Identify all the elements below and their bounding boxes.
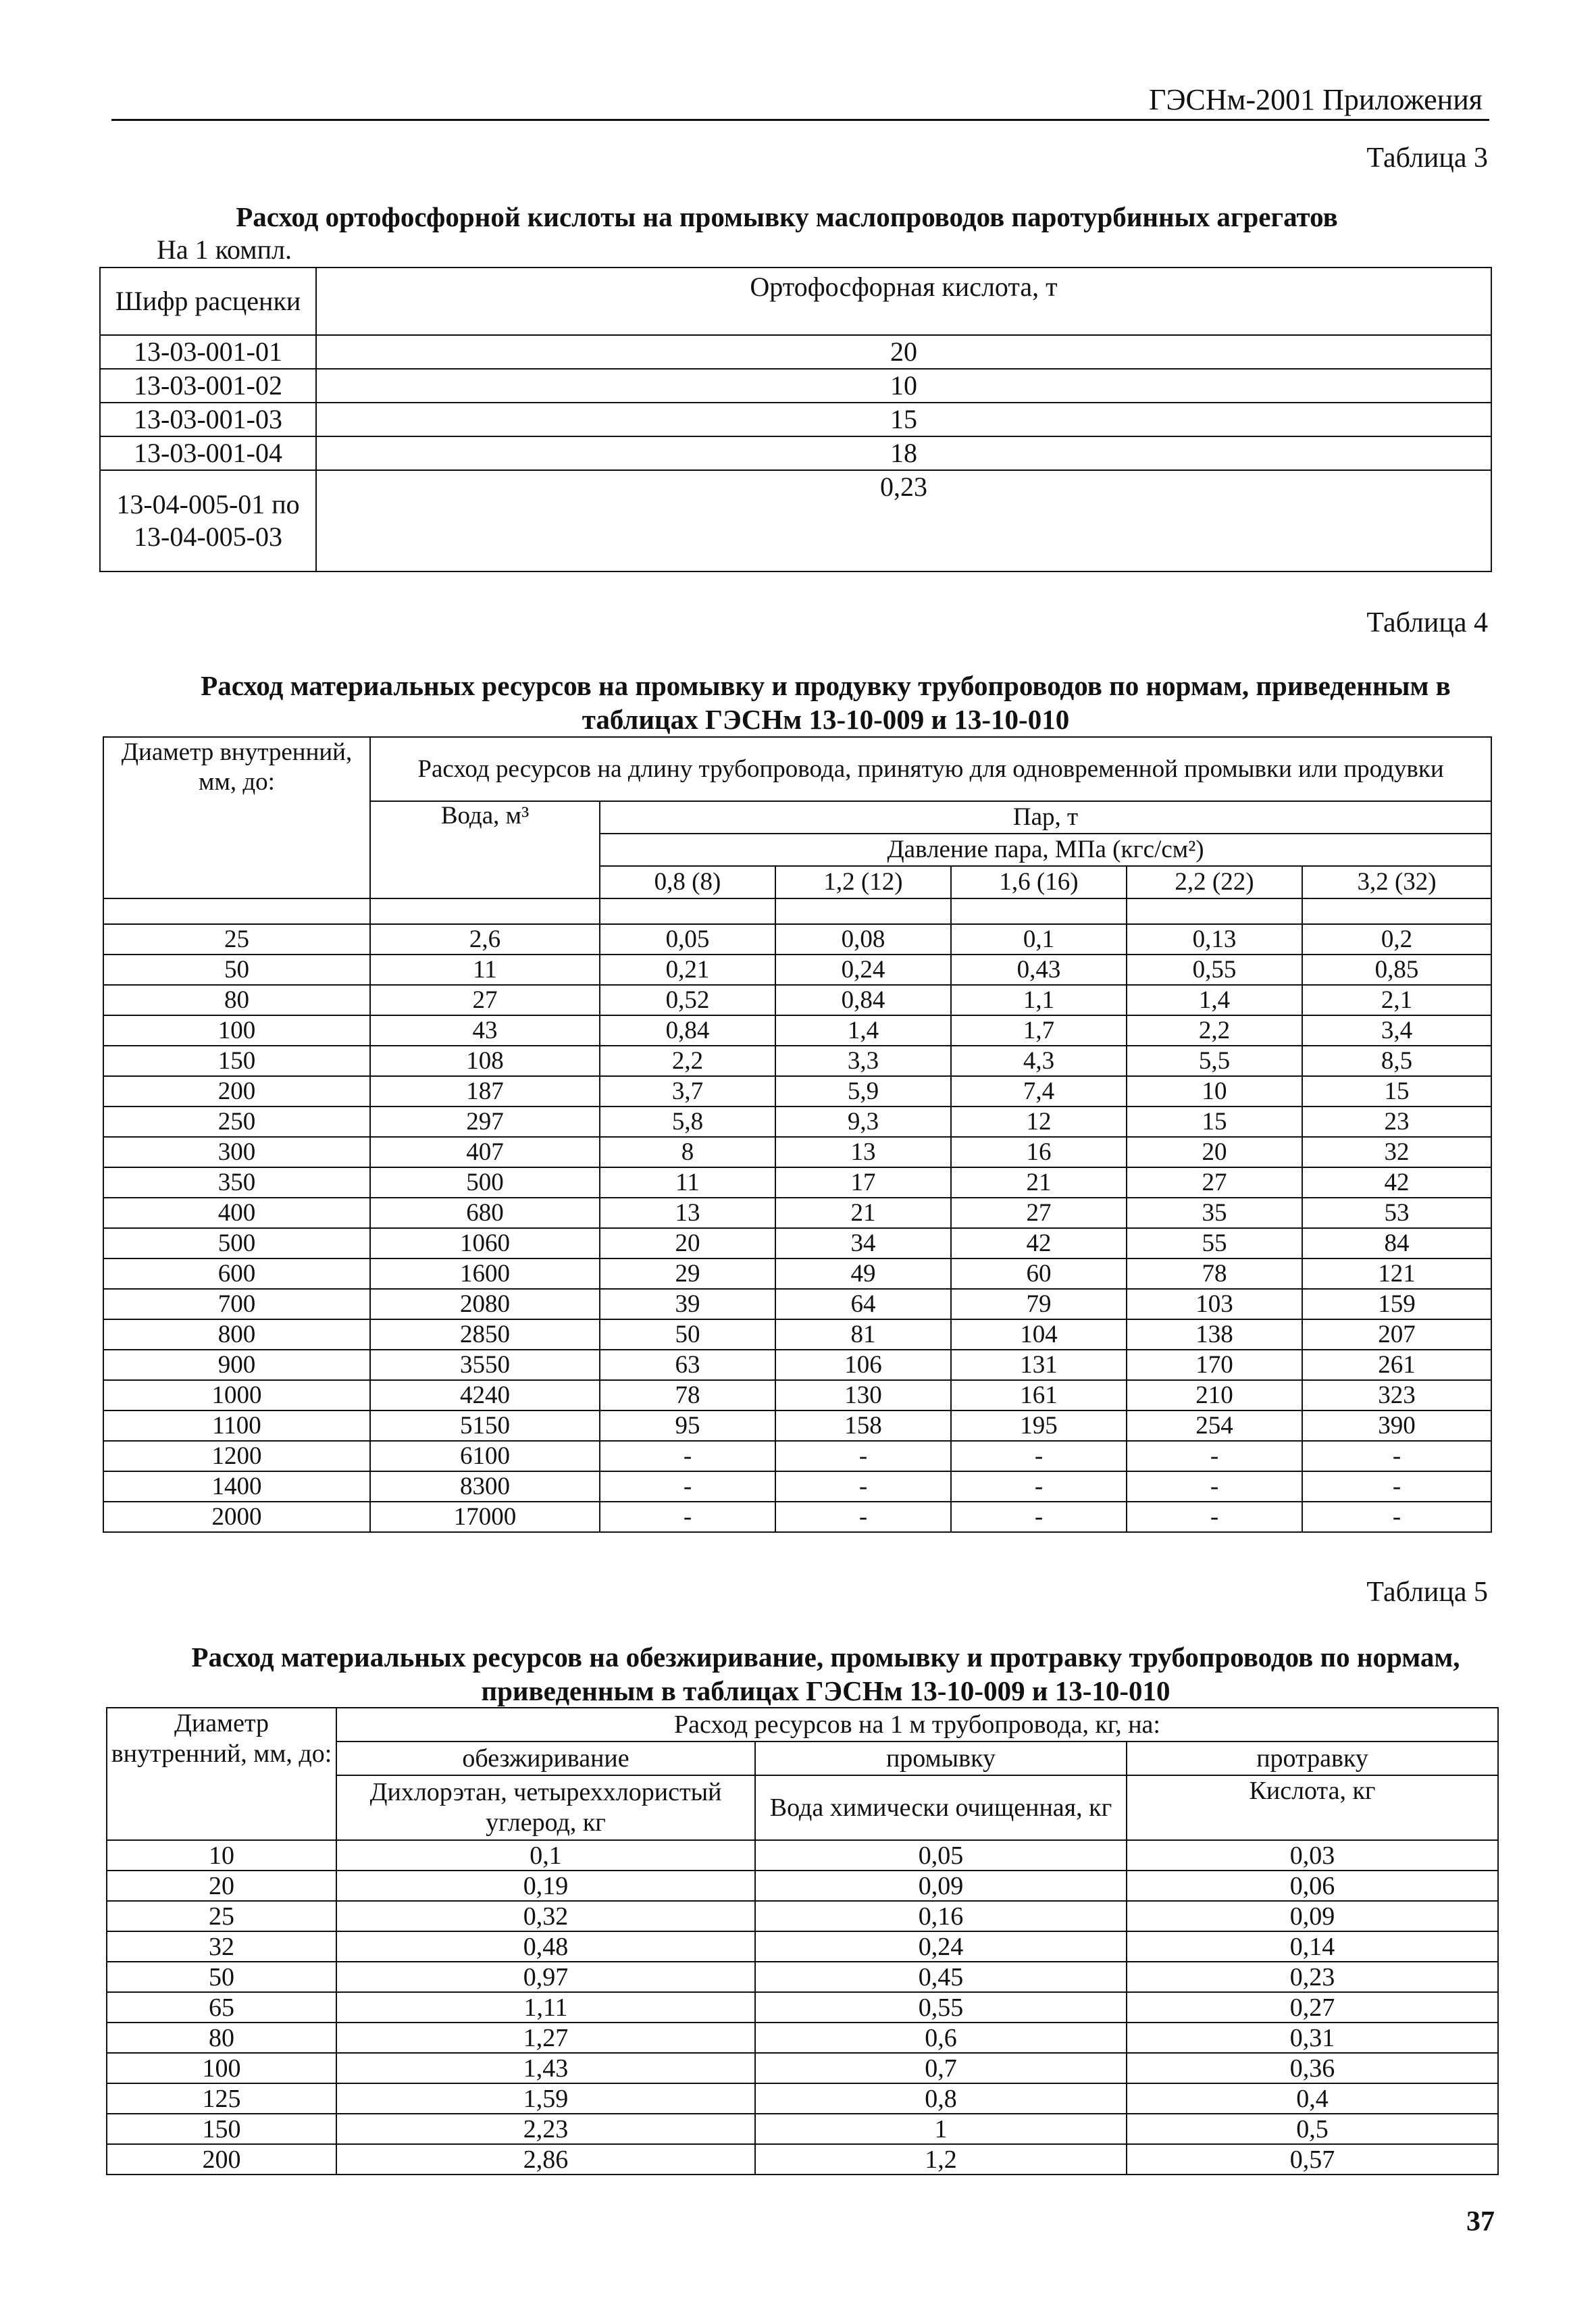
table-cell: 2,86: [336, 2144, 755, 2175]
table-row: [100, 436, 1491, 470]
table-cell: 350: [103, 1167, 370, 1198]
table-cell: 0,1: [336, 1840, 755, 1871]
table4-header-group: Расход ресурсов на длину трубопровода, принятую для одновременной промывки или продувки: [370, 737, 1491, 801]
table-cell: 78: [1127, 1259, 1302, 1289]
table-cell: -: [951, 1502, 1127, 1532]
table-cell: 1,43: [336, 2053, 755, 2083]
table-row: [103, 1015, 1491, 1046]
table-cell: 20: [600, 1228, 775, 1259]
value-cell: 0,23: [316, 470, 1491, 571]
table-cell: 55: [1127, 1228, 1302, 1259]
table-cell: 159: [1302, 1289, 1491, 1319]
table-cell: 900: [103, 1350, 370, 1380]
table-cell: -: [1302, 1502, 1491, 1532]
table-cell: 5,9: [775, 1076, 951, 1107]
table-cell: -: [1127, 1502, 1302, 1532]
table-cell: 32: [107, 1931, 336, 1962]
table-cell: 407: [370, 1137, 600, 1167]
table-cell: 78: [600, 1380, 775, 1410]
table-cell: 60: [951, 1259, 1127, 1289]
table-cell: 2,1: [1302, 985, 1491, 1015]
table-cell: 0,32: [336, 1901, 755, 1931]
table-cell: 600: [103, 1259, 370, 1289]
pressure-header-cell: 0,8 (8): [600, 866, 775, 898]
table-row: [107, 1901, 1498, 1931]
table-cell: 161: [951, 1380, 1127, 1410]
table-cell: 32: [1302, 1137, 1491, 1167]
table-cell: 3,3: [775, 1046, 951, 1076]
table-row: [107, 1931, 1498, 1962]
table-cell: 1100: [103, 1410, 370, 1441]
table-cell: 0,13: [1127, 924, 1302, 955]
table-cell: 0,57: [1127, 2144, 1498, 2175]
table-cell: 27: [1127, 1167, 1302, 1198]
table3: [99, 267, 1492, 572]
table-cell: 29: [600, 1259, 775, 1289]
table-cell: 207: [1302, 1319, 1491, 1350]
table-row: [100, 403, 1491, 436]
table-row: [103, 1167, 1491, 1198]
table-cell: 130: [775, 1380, 951, 1410]
table4-spacer-cell: [103, 898, 370, 924]
table-row: [107, 1962, 1498, 1992]
table-cell: -: [775, 1471, 951, 1502]
table-cell: 158: [775, 1410, 951, 1441]
table-cell: 0,84: [600, 1015, 775, 1046]
table-row: [107, 1992, 1498, 2023]
table-cell: 187: [370, 1076, 600, 1107]
table-cell: 0,03: [1127, 1840, 1498, 1871]
table-row: [100, 335, 1491, 369]
table-cell: 1,11: [336, 1992, 755, 2023]
table-cell: 0,48: [336, 1931, 755, 1962]
table-row: [103, 924, 1491, 955]
table-cell: 121: [1302, 1259, 1491, 1289]
table-cell: 6100: [370, 1441, 600, 1471]
table-cell: 80: [107, 2023, 336, 2053]
page-number: 37: [1466, 2206, 1495, 2237]
table-cell: 323: [1302, 1380, 1491, 1410]
table-cell: 0,52: [600, 985, 775, 1015]
table-cell: 0,05: [600, 924, 775, 955]
table-cell: 0,55: [755, 1992, 1127, 2023]
table4-header-diameter: Диаметр внутренний, мм, до:: [103, 737, 370, 898]
table-row: [103, 1198, 1491, 1228]
table-cell: 0,14: [1127, 1931, 1498, 1962]
table-cell: 1,4: [775, 1015, 951, 1046]
table-cell: 400: [103, 1198, 370, 1228]
table-cell: 27: [370, 985, 600, 1015]
table-cell: 2,2: [1127, 1015, 1302, 1046]
table-cell: 0,8: [755, 2083, 1127, 2114]
table-row: [107, 2023, 1498, 2053]
table-cell: 800: [103, 1319, 370, 1350]
table-cell: 2,23: [336, 2114, 755, 2144]
table-cell: 1,2: [755, 2144, 1127, 2175]
table-cell: 42: [951, 1228, 1127, 1259]
table5-header-group: Расход ресурсов на 1 м трубопровода, кг, на:: [336, 1708, 1498, 1742]
table-cell: 50: [107, 1962, 336, 1992]
table5-header-diameter: Диаметр внутренний, мм, до:: [107, 1708, 336, 1840]
table-cell: 1000: [103, 1380, 370, 1410]
table-cell: 250: [103, 1107, 370, 1137]
header-title: ГЭСНм-2001 Приложения: [1149, 83, 1483, 116]
table5-sub-degrease: Дихлорэтан, четыреххлористый углерод, кг: [336, 1775, 755, 1840]
table-cell: 1,59: [336, 2083, 755, 2114]
table-row: [103, 955, 1491, 985]
table-cell: 195: [951, 1410, 1127, 1441]
table-cell: 17: [775, 1167, 951, 1198]
table-cell: 49: [775, 1259, 951, 1289]
table-cell: 2850: [370, 1319, 600, 1350]
table-cell: 7,4: [951, 1076, 1127, 1107]
table-cell: 150: [107, 2114, 336, 2144]
table-cell: 200: [107, 2144, 336, 2175]
table4: [103, 736, 1492, 1533]
table-cell: 65: [107, 1992, 336, 2023]
table-cell: 0,19: [336, 1871, 755, 1901]
table-cell: 8: [600, 1137, 775, 1167]
table-cell: 21: [951, 1167, 1127, 1198]
code-cell: 13-03-001-03: [100, 403, 316, 436]
table-cell: 300: [103, 1137, 370, 1167]
table4-title: Расход материальных ресурсов на промывку и продувку трубопроводов по нормам, приведенным в таблицах ГЭСНм 13-10-009 и 13-10-010: [201, 670, 1451, 735]
table-cell: 500: [370, 1167, 600, 1198]
table-cell: 0,97: [336, 1962, 755, 1992]
table4-spacer-cell: [951, 898, 1127, 924]
table-cell: 8300: [370, 1471, 600, 1502]
pressure-header-cell: 1,2 (12): [775, 866, 951, 898]
table-cell: 27: [951, 1198, 1127, 1228]
table-cell: 0,21: [600, 955, 775, 985]
table-cell: 0,27: [1127, 1992, 1498, 2023]
table-cell: 1,4: [1127, 985, 1302, 1015]
table-cell: 1,27: [336, 2023, 755, 2053]
page-header: [111, 80, 1489, 121]
table-cell: -: [775, 1441, 951, 1471]
table-row: [103, 1350, 1491, 1380]
table-row: [103, 1502, 1491, 1532]
table-cell: 50: [103, 955, 370, 985]
table3-unit: На 1 компл.: [157, 234, 292, 265]
table-cell: -: [1127, 1441, 1302, 1471]
table-cell: 3550: [370, 1350, 600, 1380]
table-cell: 35: [1127, 1198, 1302, 1228]
table-cell: 63: [600, 1350, 775, 1380]
table-cell: 138: [1127, 1319, 1302, 1350]
table-cell: 104: [951, 1319, 1127, 1350]
table-cell: -: [951, 1471, 1127, 1502]
table-cell: 17000: [370, 1502, 600, 1532]
table-row: [103, 985, 1491, 1015]
table5-title: Расход материальных ресурсов на обезжиривание, промывку и протравку трубопроводов по нормам, приведенным в таблицах ГЭСНм 13-10-009 и 13-10-010: [191, 1642, 1460, 1706]
table-cell: -: [600, 1471, 775, 1502]
table-row: [107, 2114, 1498, 2144]
table4-spacer-cell: [1127, 898, 1302, 924]
table-cell: -: [1127, 1471, 1302, 1502]
table-cell: 5150: [370, 1410, 600, 1441]
table-cell: 25: [107, 1901, 336, 1931]
table-cell: 0,43: [951, 955, 1127, 985]
table-cell: -: [1302, 1441, 1491, 1471]
table-cell: 297: [370, 1107, 600, 1137]
value-cell: 18: [316, 436, 1491, 470]
table-cell: 100: [107, 2053, 336, 2083]
table-cell: -: [775, 1502, 951, 1532]
table4-spacer-cell: [600, 898, 775, 924]
table-cell: 0,85: [1302, 955, 1491, 985]
table-cell: 25: [103, 924, 370, 955]
table-cell: 0,24: [775, 955, 951, 985]
table-cell: 1200: [103, 1441, 370, 1471]
table-cell: 0,09: [755, 1871, 1127, 1901]
code-cell: 13-03-001-01: [100, 335, 316, 369]
table-row: [103, 1076, 1491, 1107]
table-cell: 43: [370, 1015, 600, 1046]
table-cell: 11: [600, 1167, 775, 1198]
table-row: [100, 369, 1491, 403]
table-cell: 0,5: [1127, 2114, 1498, 2144]
table-cell: 79: [951, 1289, 1127, 1319]
table-cell: 39: [600, 1289, 775, 1319]
table-cell: 53: [1302, 1198, 1491, 1228]
table-cell: 20: [1127, 1137, 1302, 1167]
table-row: [107, 2083, 1498, 2114]
table-cell: 200: [103, 1076, 370, 1107]
table4-label: Таблица 4: [1366, 607, 1488, 638]
table-cell: 0,24: [755, 1931, 1127, 1962]
table-cell: 0,55: [1127, 955, 1302, 985]
table-cell: 16: [951, 1137, 1127, 1167]
table-cell: 9,3: [775, 1107, 951, 1137]
table-cell: 0,6: [755, 2023, 1127, 2053]
table-cell: 150: [103, 1046, 370, 1076]
table-cell: 0,16: [755, 1901, 1127, 1931]
table-cell: 131: [951, 1350, 1127, 1380]
table-row: [103, 1471, 1491, 1502]
table-cell: 8,5: [1302, 1046, 1491, 1076]
table-row: [107, 2144, 1498, 2175]
table-cell: 1,1: [951, 985, 1127, 1015]
table-cell: 50: [600, 1319, 775, 1350]
table-row: [103, 1319, 1491, 1350]
table-cell: 4,3: [951, 1046, 1127, 1076]
table5-sub-flush: Вода химически очищенная, кг: [755, 1775, 1127, 1840]
table-cell: 4240: [370, 1380, 600, 1410]
table-cell: 0,2: [1302, 924, 1491, 955]
pressure-header-cell: 3,2 (32): [1302, 866, 1491, 898]
table-cell: 81: [775, 1319, 951, 1350]
pressure-header-cell: 1,6 (16): [951, 866, 1127, 898]
table-cell: 1060: [370, 1228, 600, 1259]
code-cell: 13-03-001-02: [100, 369, 316, 403]
table-cell: -: [951, 1441, 1127, 1471]
table5-sub-etch: Кислота, кг: [1127, 1775, 1498, 1840]
table-cell: 0,23: [1127, 1962, 1498, 1992]
table-row: [103, 1228, 1491, 1259]
table-cell: 20: [107, 1871, 336, 1901]
table-cell: 700: [103, 1289, 370, 1319]
table-row: [107, 2053, 1498, 2083]
table-cell: 0,06: [1127, 1871, 1498, 1901]
table-cell: -: [1302, 1471, 1491, 1502]
table-cell: 21: [775, 1198, 951, 1228]
table-cell: 64: [775, 1289, 951, 1319]
table-cell: 500: [103, 1228, 370, 1259]
code-cell: 13-03-001-04: [100, 436, 316, 470]
table-cell: -: [600, 1441, 775, 1471]
value-cell: 20: [316, 335, 1491, 369]
table-cell: 170: [1127, 1350, 1302, 1380]
table-cell: 0,7: [755, 2053, 1127, 2083]
table-cell: 15: [1127, 1107, 1302, 1137]
table-cell: 13: [600, 1198, 775, 1228]
code-cell: 13-04-005-01 по 13-04-005-03: [100, 470, 316, 571]
value-cell: 10: [316, 369, 1491, 403]
table-row: [103, 1410, 1491, 1441]
table-cell: 80: [103, 985, 370, 1015]
table-row: [107, 1840, 1498, 1871]
table-row: [103, 1107, 1491, 1137]
table-cell: 103: [1127, 1289, 1302, 1319]
table3-title: Расход ортофосфорной кислоты на промывку маслопроводов паротурбинных агрегатов: [236, 201, 1338, 232]
table-cell: 2,2: [600, 1046, 775, 1076]
table-cell: 254: [1127, 1410, 1302, 1441]
table-row: [100, 470, 1491, 571]
table-cell: 2080: [370, 1289, 600, 1319]
table-cell: -: [600, 1502, 775, 1532]
table-cell: 1600: [370, 1259, 600, 1289]
table4-header-pressure: Давление пара, МПа (кгс/см²): [600, 834, 1491, 866]
table-cell: 1400: [103, 1471, 370, 1502]
table-cell: 0,31: [1127, 2023, 1498, 2053]
table3-header-value: Ортофосфорная кислота, т: [316, 268, 1491, 335]
table-cell: 0,1: [951, 924, 1127, 955]
table-cell: 261: [1302, 1350, 1491, 1380]
table-cell: 10: [1127, 1076, 1302, 1107]
table-cell: 0,45: [755, 1962, 1127, 1992]
table-cell: 23: [1302, 1107, 1491, 1137]
table-cell: 3,4: [1302, 1015, 1491, 1046]
table-row: [107, 1871, 1498, 1901]
table-cell: 11: [370, 955, 600, 985]
table-cell: 0,09: [1127, 1901, 1498, 1931]
table-cell: 15: [1302, 1076, 1491, 1107]
table-cell: 34: [775, 1228, 951, 1259]
table-row: [103, 1441, 1491, 1471]
table4-header-water: Вода, м³: [370, 801, 600, 898]
table-cell: 210: [1127, 1380, 1302, 1410]
table5-header-flush: промывку: [755, 1742, 1127, 1775]
table3-header-code: Шифр расценки: [100, 268, 316, 335]
table-cell: 0,05: [755, 1840, 1127, 1871]
table-cell: 0,36: [1127, 2053, 1498, 2083]
pressure-header-cell: 2,2 (22): [1127, 866, 1302, 898]
table-cell: 2000: [103, 1502, 370, 1532]
table5-header-etch: протравку: [1127, 1742, 1498, 1775]
table4-spacer-cell: [1302, 898, 1491, 924]
table-cell: 3,7: [600, 1076, 775, 1107]
table5-label: Таблица 5: [1366, 1577, 1488, 1608]
table4-header-steam: Пар, т: [600, 801, 1491, 834]
table-cell: 0,08: [775, 924, 951, 955]
table-cell: 0,84: [775, 985, 951, 1015]
table-cell: 10: [107, 1840, 336, 1871]
table-cell: 0,4: [1127, 2083, 1498, 2114]
table-cell: 1,7: [951, 1015, 1127, 1046]
table-row: [103, 1380, 1491, 1410]
table4-spacer-cell: [370, 898, 600, 924]
table-cell: 2,6: [370, 924, 600, 955]
table-cell: 95: [600, 1410, 775, 1441]
table-cell: 1: [755, 2114, 1127, 2144]
table-cell: 390: [1302, 1410, 1491, 1441]
table-cell: 108: [370, 1046, 600, 1076]
table-cell: 680: [370, 1198, 600, 1228]
table-cell: 5,5: [1127, 1046, 1302, 1076]
table-cell: 106: [775, 1350, 951, 1380]
table-cell: 13: [775, 1137, 951, 1167]
table-cell: 84: [1302, 1228, 1491, 1259]
table-cell: 5,8: [600, 1107, 775, 1137]
table4-spacer-cell: [775, 898, 951, 924]
table5: [106, 1707, 1499, 2175]
value-cell: 15: [316, 403, 1491, 436]
table-cell: 125: [107, 2083, 336, 2114]
table-row: [103, 1259, 1491, 1289]
table-cell: 100: [103, 1015, 370, 1046]
table5-header-degrease: обезжиривание: [336, 1742, 755, 1775]
table-row: [103, 1289, 1491, 1319]
table-row: [103, 1046, 1491, 1076]
table-cell: 12: [951, 1107, 1127, 1137]
table-cell: 42: [1302, 1167, 1491, 1198]
table-row: [103, 1137, 1491, 1167]
table3-label: Таблица 3: [1366, 143, 1488, 174]
